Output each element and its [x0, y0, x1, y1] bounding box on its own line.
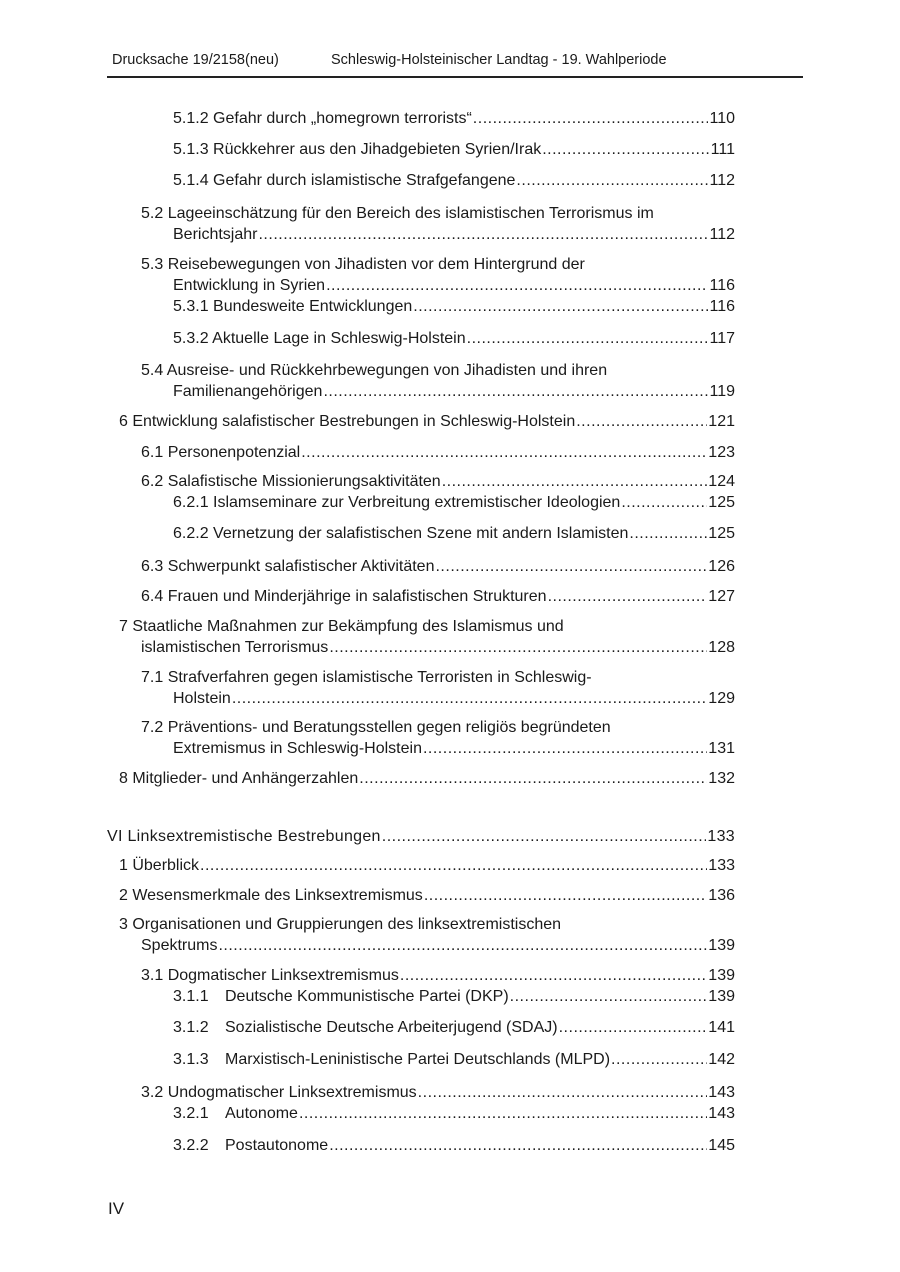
toc-entry-title: 6.4 Frauen und Minderjährige in salafistischen Strukturen — [141, 588, 547, 605]
leader-dots — [424, 886, 707, 906]
toc-entry[interactable] — [173, 297, 735, 317]
toc-entry-line1[interactable]: 7.1 Strafverfahren gegen islamistische Terroristen in Schleswig- — [141, 669, 592, 686]
toc-entry-title: 2 Wesensmerkmale des Linksextremismus — [119, 887, 423, 904]
leader-dots — [359, 769, 707, 789]
toc-entry-page: 143 — [708, 1084, 735, 1101]
toc-entry-page: 136 — [708, 887, 735, 904]
toc-entry-title: 1 Überblick — [119, 857, 200, 874]
leader-dots — [329, 638, 707, 658]
toc-entry-title: 3.1.3 Marxistisch-Leninistische Partei Deutschlands (MLPD) — [173, 1051, 611, 1068]
toc-entry-title: 5.1.4 Gefahr durch islamistische Strafgefangene — [173, 172, 516, 189]
toc-entry-title: 6.1 Personenpotenzial — [141, 444, 301, 461]
toc-entry[interactable] — [173, 140, 735, 160]
toc-entry-number: 3.1.1 — [173, 988, 209, 1005]
leader-dots — [442, 472, 708, 492]
toc-entry-title: Familienangehörigen — [173, 383, 323, 400]
toc-entry-page: 112 — [709, 226, 735, 243]
toc-chapter-entry[interactable] — [107, 827, 735, 847]
toc-entry-page: 139 — [708, 967, 735, 984]
toc-entry-title: 5.1.2 Gefahr durch „homegrown terrorists“ — [173, 110, 472, 127]
toc-entry-number: 3.2.2 — [173, 1137, 209, 1154]
toc-entry-line1[interactable]: 5.4 Ausreise- und Rückkehrbewegungen von Jihadisten und ihren — [141, 362, 608, 379]
toc-entry-line1[interactable]: 7 Staatliche Maßnahmen zur Bekämpfung des Islamismus und — [119, 618, 564, 635]
toc-entry[interactable] — [173, 1050, 735, 1070]
toc-entry[interactable] — [141, 936, 735, 956]
toc-entry-page: 128 — [708, 639, 735, 656]
leader-dots — [510, 987, 708, 1007]
toc-entry-number: 3.2.1 — [173, 1105, 209, 1122]
toc-entry[interactable] — [173, 382, 735, 402]
leader-dots — [473, 109, 709, 129]
toc-entry-title: 8 Mitglieder- und Anhängerzahlen — [119, 770, 359, 787]
toc-entry-page: 129 — [708, 690, 735, 707]
toc-entry[interactable] — [173, 987, 735, 1007]
toc-entry[interactable] — [173, 109, 735, 129]
toc-entry-page: 139 — [708, 988, 735, 1005]
toc-entry-page: 124 — [708, 473, 735, 490]
leader-dots — [413, 297, 708, 317]
toc-entry[interactable] — [119, 769, 735, 789]
toc-entry-line1[interactable]: 7.2 Präventions- und Beratungsstellen gegen religiös begründeten — [141, 719, 611, 736]
toc-entry-page: 116 — [709, 277, 735, 294]
toc-entry-title: Entwicklung in Syrien — [173, 277, 326, 294]
leader-dots — [200, 856, 707, 876]
toc-entry[interactable] — [141, 1083, 735, 1103]
toc-entry-line1[interactable]: 5.2 Lageeinschätzung für den Bereich des islamistischen Terrorismus im — [141, 205, 654, 222]
toc-entry-title: islamistischen Terrorismus — [141, 639, 329, 656]
leader-dots — [326, 276, 708, 296]
toc-entry[interactable] — [119, 856, 735, 876]
toc-entry-page: 116 — [709, 298, 735, 315]
leader-dots — [258, 225, 708, 245]
parliament-title: Schleswig-Holsteinischer Landtag - 19. Wahlperiode — [331, 52, 667, 68]
toc-entry-number: 3.1.3 — [173, 1051, 209, 1068]
leader-dots — [559, 1018, 708, 1038]
toc-entry-title: 3.1 Dogmatischer Linksextremismus — [141, 967, 399, 984]
toc-entry[interactable] — [141, 443, 735, 463]
toc-entry-title: Holstein — [173, 690, 231, 707]
toc-entry-title: VI Linksextremistische Bestrebungen — [107, 828, 381, 845]
toc-entry-page: 126 — [708, 558, 735, 575]
toc-entry[interactable] — [141, 638, 735, 658]
toc-entry-page: 131 — [708, 740, 735, 757]
toc-entry-title: Berichtsjahr — [173, 226, 258, 243]
toc-entry-page: 145 — [708, 1137, 735, 1154]
toc-entry-title: 5.3.2 Aktuelle Lage in Schleswig-Holstein — [173, 330, 466, 347]
leader-dots — [516, 171, 708, 191]
leader-dots — [621, 493, 707, 513]
document-number: Drucksache 19/2158(neu) — [112, 52, 279, 68]
toc-entry-page: 112 — [709, 172, 735, 189]
toc-entry[interactable] — [173, 225, 735, 245]
toc-entry-title: 3.1.2 Sozialistische Deutsche Arbeiterjugend (SDAJ) — [173, 1019, 558, 1036]
toc-entry-title: 6.3 Schwerpunkt salafistischer Aktivitäten — [141, 558, 435, 575]
leader-dots — [232, 689, 707, 709]
toc-entry-title: 6.2.2 Vernetzung der salafistischen Szene mit andern Islamisten — [173, 525, 629, 542]
toc-entry-page: 121 — [708, 413, 735, 430]
leader-dots — [611, 1050, 707, 1070]
toc-entry[interactable] — [119, 886, 735, 906]
toc-entry-page: 143 — [708, 1105, 735, 1122]
toc-entry-page: 117 — [709, 330, 735, 347]
toc-entry-page: 133 — [708, 857, 735, 874]
toc-entry[interactable] — [173, 276, 735, 296]
toc-entry-page: 123 — [708, 444, 735, 461]
toc-entry-page: 132 — [708, 770, 735, 787]
toc-entry-title: 6.2 Salafistische Missionierungsaktivitäten — [141, 473, 441, 490]
toc-entry-title: 5.1.3 Rückkehrer aus den Jihadgebieten Syrien/Irak — [173, 141, 542, 158]
toc-entry-page: 110 — [709, 110, 735, 127]
toc-entry[interactable] — [173, 739, 735, 759]
leader-dots — [548, 587, 708, 607]
toc-entry-page: 111 — [710, 141, 735, 158]
leader-dots — [467, 329, 709, 349]
leader-dots — [218, 936, 707, 956]
toc-entry-page: 142 — [708, 1051, 735, 1068]
toc-entry-page: 119 — [709, 383, 735, 400]
toc-entry[interactable] — [173, 329, 735, 349]
toc-entry[interactable] — [173, 689, 735, 709]
leader-dots — [576, 412, 707, 432]
toc-entry[interactable] — [173, 171, 735, 191]
toc-entry-title: 3.2.1 Autonome — [173, 1105, 298, 1122]
toc-entry[interactable] — [173, 493, 735, 513]
toc-entry-page: 141 — [708, 1019, 735, 1036]
toc-entry[interactable] — [119, 412, 735, 432]
leader-dots — [435, 557, 707, 577]
leader-dots — [418, 1083, 708, 1103]
toc-entry[interactable] — [141, 587, 735, 607]
toc-entry-title: 3.1.1 Deutsche Kommunistische Partei (DKP) — [173, 988, 509, 1005]
leader-dots — [382, 827, 707, 847]
leader-dots — [301, 443, 707, 463]
toc-entry[interactable] — [173, 1136, 735, 1156]
toc-entry-line1[interactable]: 5.3 Reisebewegungen von Jihadisten vor dem Hintergrund der — [141, 256, 585, 273]
toc-entry[interactable] — [141, 472, 735, 492]
toc-entry-page: 139 — [708, 937, 735, 954]
toc-entry[interactable] — [173, 1104, 735, 1124]
toc-entry-title: 5.3.1 Bundesweite Entwicklungen — [173, 298, 413, 315]
toc-entry[interactable] — [141, 966, 735, 986]
header-rule — [107, 76, 803, 78]
toc-entry-page: 125 — [708, 525, 735, 542]
toc-entry[interactable] — [173, 524, 735, 544]
leader-dots — [542, 140, 709, 160]
leader-dots — [329, 1136, 707, 1156]
toc-entry[interactable] — [141, 557, 735, 577]
toc-entry-title: 6.2.1 Islamseminare zur Verbreitung extremistischer Ideologien — [173, 494, 621, 511]
leader-dots — [400, 966, 707, 986]
toc-entry-page: 127 — [708, 588, 735, 605]
page-number: IV — [108, 1199, 125, 1218]
leader-dots — [423, 739, 707, 759]
toc-entry-page: 125 — [708, 494, 735, 511]
leader-dots — [629, 524, 707, 544]
toc-entry[interactable] — [173, 1018, 735, 1038]
toc-entry-title: 3.2.2 Postautonome — [173, 1137, 329, 1154]
toc-entry-line1[interactable]: 3 Organisationen und Gruppierungen des linksextremistischen — [119, 916, 562, 933]
toc-entry-number: 3.1.2 — [173, 1019, 209, 1036]
leader-dots — [323, 382, 708, 402]
leader-dots — [299, 1104, 707, 1124]
toc-entry-title: Extremismus in Schleswig-Holstein — [173, 740, 422, 757]
toc-entry-title: 6 Entwicklung salafistischer Bestrebungen in Schleswig-Holstein — [119, 413, 576, 430]
toc-entry-page: 133 — [707, 828, 735, 845]
toc-entry-title: Spektrums — [141, 937, 218, 954]
toc-entry-title: 3.2 Undogmatischer Linksextremismus — [141, 1084, 417, 1101]
